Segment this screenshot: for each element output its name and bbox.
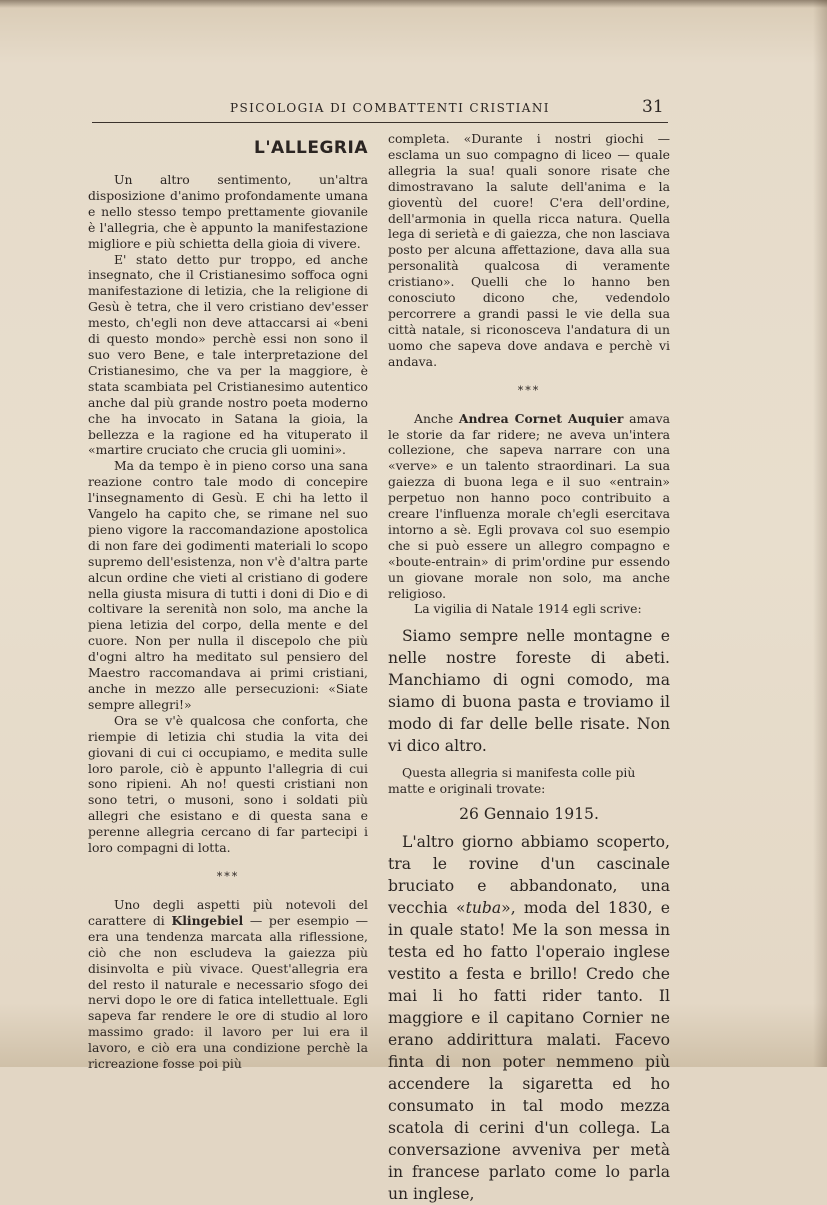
italic-word: tuba	[465, 899, 502, 918]
right-column	[388, 131, 670, 1205]
section-separator: ***	[517, 383, 541, 397]
quoted-letter: Siamo sempre nelle montagne e nelle nostre foreste di abeti. Manchiamo di ogni comodo, ma siamo di buona pasta e troviamo il modo di far delle belle risate. Non vi dico altro.	[388, 627, 670, 756]
person-name: Andrea Cornet Auquier	[458, 410, 624, 426]
paragraph-text: — per esempio — era una tendenza marcata alla riflessione, ciò che non escludeva la gaiezza più disinvolta e più vivace. Quest'allegria era del resto il naturale e necessario sfogo dei nervi dopo le ore di fatica intellettuale. Egli sapeva far rendere le ore di studio al loro massimo grado: il lavoro per lui era il lavoro, e ciò era una condizione perchè la ricreazione fosse poi più	[88, 912, 368, 1072]
letter-text: », moda del 1830, e in quale stato! Me la son messa in testa ed ho fatto l'operaio inglese vestito a festa e brillo! Credo che mai li ho fatti rider tanto. Il maggiore e il capitano Cornier ne erano addirittura malati. Facevo finta di non poter nemmeno più accendere la sigaretta ed ho consumato in tal modo mezza scatola di cerini d'un collega. La conversazione avveniva per metà in francese parlato come lo parla un inglese,	[388, 899, 670, 1204]
paragraph-text: Anche	[414, 410, 459, 426]
paragraph: E' stato detto pur troppo, ed anche insegnato, che il Cristianesimo soffoca ogni manifestazione di letizia, che la religione di Gesù è tetra, che il vero cristiano dev'esser mesto, ch'egli non deve attaccarsi ai «beni di questo mondo» perchè essi non sono il suo vero Bene, e tale interpretazione del Cristianesimo, che va per la maggiore, è stata scambiata pel Cristianesimo autentico anche dal più grande nostro poeta moderno che ha invocato in Satana la gioia, la bellezza e la ragione ed ha vituperato il «martire cruciato che crucia gli uomini».	[88, 251, 368, 458]
page-number: 31	[642, 97, 664, 117]
paragraph	[88, 897, 368, 1072]
paragraph	[388, 411, 670, 602]
paragraph-text: amava le storie da far ridere; ne aveva un'intera collezione, che sapeva narrare con una «verve» e un talento straordinari. La sua gaiezza di buona lega e il suo «entrain» perpetuo non hanno poco contribuito a creare l'influenza morale ch'egli esercitava intorno a sè. Egli provava col suo esempio che si può essere un allegro compagno e «boute-entrain» di prim'ordine pur essendo un giovane morale non solo, ma anche religioso.	[388, 410, 670, 601]
person-name: Klingebiel	[171, 912, 244, 928]
paragraph: La vigilia di Natale 1914 egli scrive:	[414, 601, 642, 617]
section-heading: L'ALLEGRIA	[254, 138, 368, 158]
running-title: PSICOLOGIA DI COMBATTENTI CRISTIANI	[230, 101, 550, 115]
quoted-letter	[388, 831, 670, 1205]
section-separator: ***	[216, 869, 240, 883]
letter-date: 26 Gennaio 1915.	[459, 805, 599, 824]
header-rule	[92, 122, 668, 123]
left-column	[88, 138, 368, 1072]
paragraph: Ma da tempo è in pieno corso una sana reazione contro tale modo di concepire l'insegnamento di Gesù. E chi ha letto il Vangelo ha capito che, se rimane nel suo pieno vigore la raccomandazione apostolica di non fare dei godimenti materiali lo scopo supremo dell'esistenza, non v'è d'altra parte alcun ordine che vieti al cristiano di godere nella giusta misura di tutti i doni di Dio e di coltivare la serenità non solo, ma anche la piena letizia del corpo, della mente e del cuore. Non per nulla il discepolo che più d'ogni altro ha meditato sul pensiero del Maestro raccomandava ai primi cristiani, anche in mezzo alle persecuzioni: «Siate sempre allegri!»	[88, 458, 368, 712]
page-top-shadow	[0, 0, 827, 8]
paragraph-text: Uno degli aspetti più notevoli del carattere di	[88, 896, 368, 928]
paragraph: Ora se v'è qualcosa che conforta, che riempie di letizia chi studia la vita dei giovani di cui ci occupiamo, e medita sulle loro parole, ciò è appunto l'allegria di cui sono ripieni. Ah no! questi cristiani non sono tetri, o musoni, sono i soldati più allegri che esistano e di questa sana e perenne allegria cercano di far partecipi i loro compagni di lotta.	[88, 712, 368, 856]
paragraph: completa. «Durante i nostri giochi — esclama un suo compagno di liceo — quale allegria la sua! quali sonore risate che dimostravano la salute dell'anima e la gioventù del cuore! C'era dell'ordine, dell'armonia in quella ricca natura. Quella lega di serietà e di gaiezza, che non lasciava posto per alcuna affettazione, dava alla sua personalità qualcosa di veramente cristiano». Quelli che lo hanno ben conosciuto dicono che, vedendolo percorrere a grandi passi le vie della sua città natale, si riconosceva l'andatura di un uomo che sapeva dove andava e perchè vi andava.	[388, 131, 670, 369]
letter-text: L'altro giorno abbiamo scoperto, tra le rovine d'un cascinale bruciato e abbandonato, una vecchia «	[388, 833, 670, 918]
page-right-shadow	[813, 0, 827, 1067]
paragraph: Questa allegria si manifesta colle più matte e originali trovate:	[388, 765, 636, 797]
paragraph: Un altro sentimento, un'altra disposizione d'animo profondamente umana e nello stesso tempo prettamente giovanile è l'allegria, che è appunto la manifestazione migliore e più schietta della gioia di vivere.	[88, 172, 368, 251]
